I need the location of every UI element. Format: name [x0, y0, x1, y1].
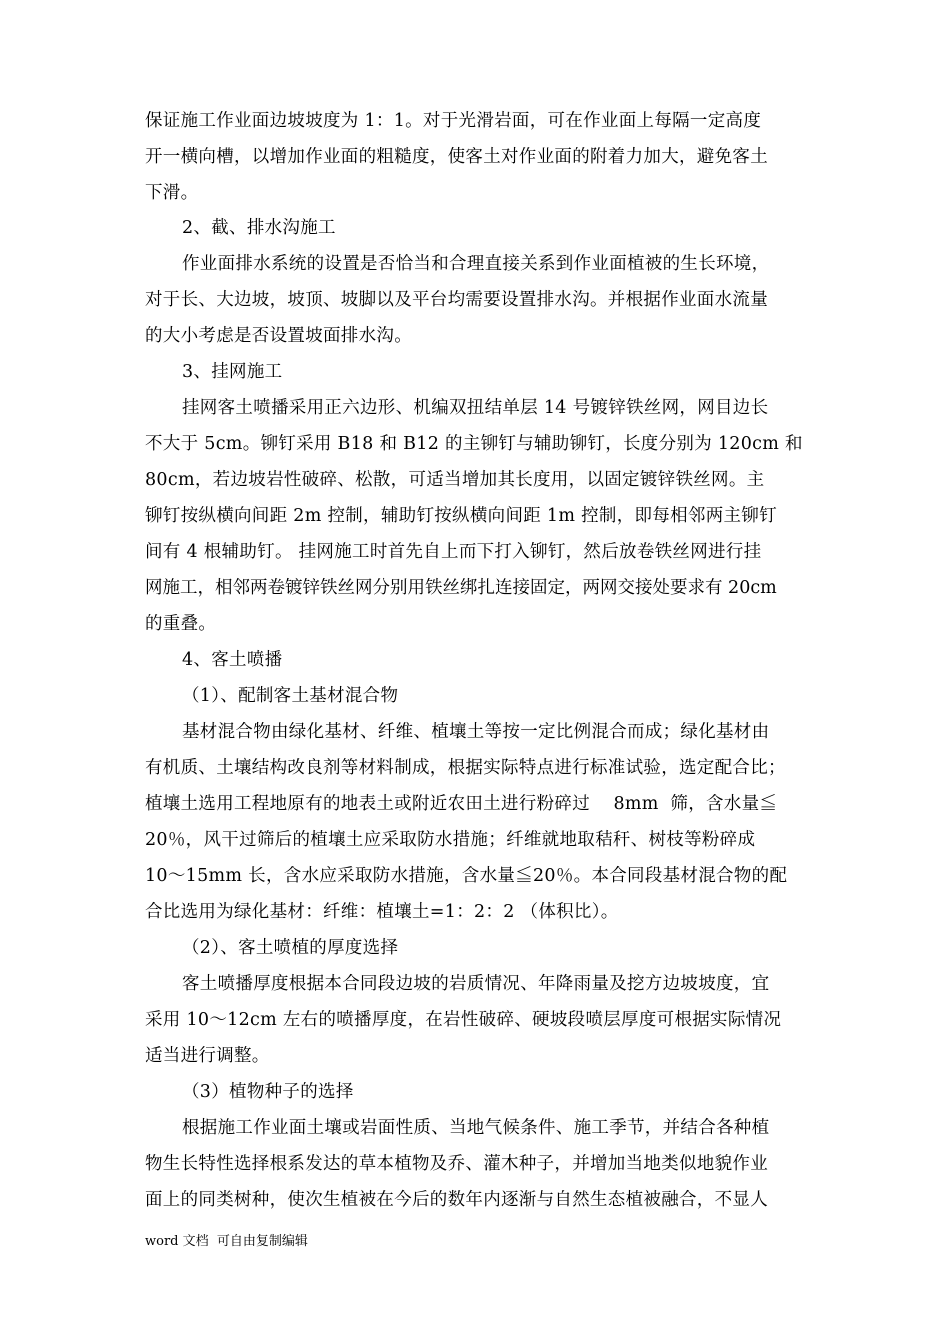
subsection-heading: （3）植物种子的选择	[182, 1082, 354, 1102]
text-line: 下滑。	[145, 183, 199, 203]
text-line: 有机质、土壤结构改良剂等材料制成，根据实际特点进行标准试验，选定配合比；	[145, 758, 786, 778]
text-line: 开一横向槽，以增加作业面的粗糙度，使客土对作业面的附着力加大，避免客土	[145, 147, 768, 167]
text-line: 基材混合物由绿化基材、纤维、植壤土等按一定比例混合而成；绿化基材由	[182, 722, 770, 742]
text-line: 物生长特性选择根系发达的草本植物及乔、灌木种子，并增加当地类似地貌作业	[145, 1154, 768, 1174]
section-heading: 2、截、排水沟施工	[182, 218, 336, 238]
subsection-heading: （1）、配制客土基材混合物	[182, 686, 399, 706]
text-line: 网施工，相邻两卷镀锌铁丝网分别用铁丝绑扎连接固定，两网交接处要求有 20cm	[145, 578, 777, 598]
text-line: 不大于 5cm。铆钉采用 B18 和 B12 的主铆钉与辅助铆钉，长度分别为 120cm 和	[145, 434, 803, 454]
text-line: 保证施工作业面边坡坡度为 1：1。对于光滑岩面，可在作业面上每隔一定高度	[145, 111, 762, 131]
text-line: 80cm，若边坡岩性破碎、松散，可适当增加其长度用，以固定镀锌铁丝网。主	[145, 470, 765, 490]
text-line: 的大小考虑是否设置坡面排水沟。	[145, 326, 412, 346]
page-footer: word 文档 可自由复制编辑	[145, 1234, 308, 1249]
text-line: 作业面排水系统的设置是否恰当和合理直接关系到作业面植被的生长环境，	[182, 254, 770, 274]
text-line: 客土喷播厚度根据本合同段边坡的岩质情况、年降雨量及挖方边坡坡度，宜	[182, 974, 770, 994]
text-line: 间有 4 根辅助钉。 挂网施工时首先自上而下打入铆钉，然后放卷铁丝网进行挂	[145, 542, 762, 562]
text-line: 面上的同类树种，使次生植被在今后的数年内逐渐与自然生态植被融合，不显人	[145, 1190, 768, 1210]
subsection-heading: （2）、客土喷植的厚度选择	[182, 938, 399, 958]
text-line: 铆钉按纵横向间距 2m 控制，辅助钉按纵横向间距 1m 控制，即每相邻两主铆钉	[145, 506, 777, 526]
text-line: 根据施工作业面土壤或岩面性质、当地气候条件、施工季节，并结合各种植	[182, 1118, 770, 1138]
text-line: 挂网客土喷播采用正六边形、机编双扭结单层 14 号镀锌铁丝网，网目边长	[182, 398, 769, 418]
text-line: 采用 10～12cm 左右的喷播厚度，在岩性破碎、硬坡段喷层厚度可根据实际情况	[145, 1010, 782, 1030]
text-line: 适当进行调整。	[145, 1046, 270, 1066]
text-line: 合比选用为绿化基材：纤维：植壤土=1：2：2 （体积比）。	[145, 902, 619, 922]
text-line: 对于长、大边坡，坡顶、坡脚以及平台均需要设置排水沟。并根据作业面水流量	[145, 290, 768, 310]
section-heading: 4、客土喷播	[182, 650, 283, 670]
text-line: 20％，风干过筛后的植壤土应采取防水措施；纤维就地取秸秆、树枝等粉碎成	[145, 830, 756, 850]
section-heading: 3、挂网施工	[182, 362, 283, 382]
text-line: 10～15mm 长，含水应采取防水措施，含水量≦20％。本合同段基材混合物的配	[145, 866, 788, 886]
text-line: 的重叠。	[145, 614, 217, 634]
text-line: 植壤土选用工程地原有的地表土或附近农田土进行粉碎过 8mm 筛，含水量≦	[145, 794, 778, 814]
